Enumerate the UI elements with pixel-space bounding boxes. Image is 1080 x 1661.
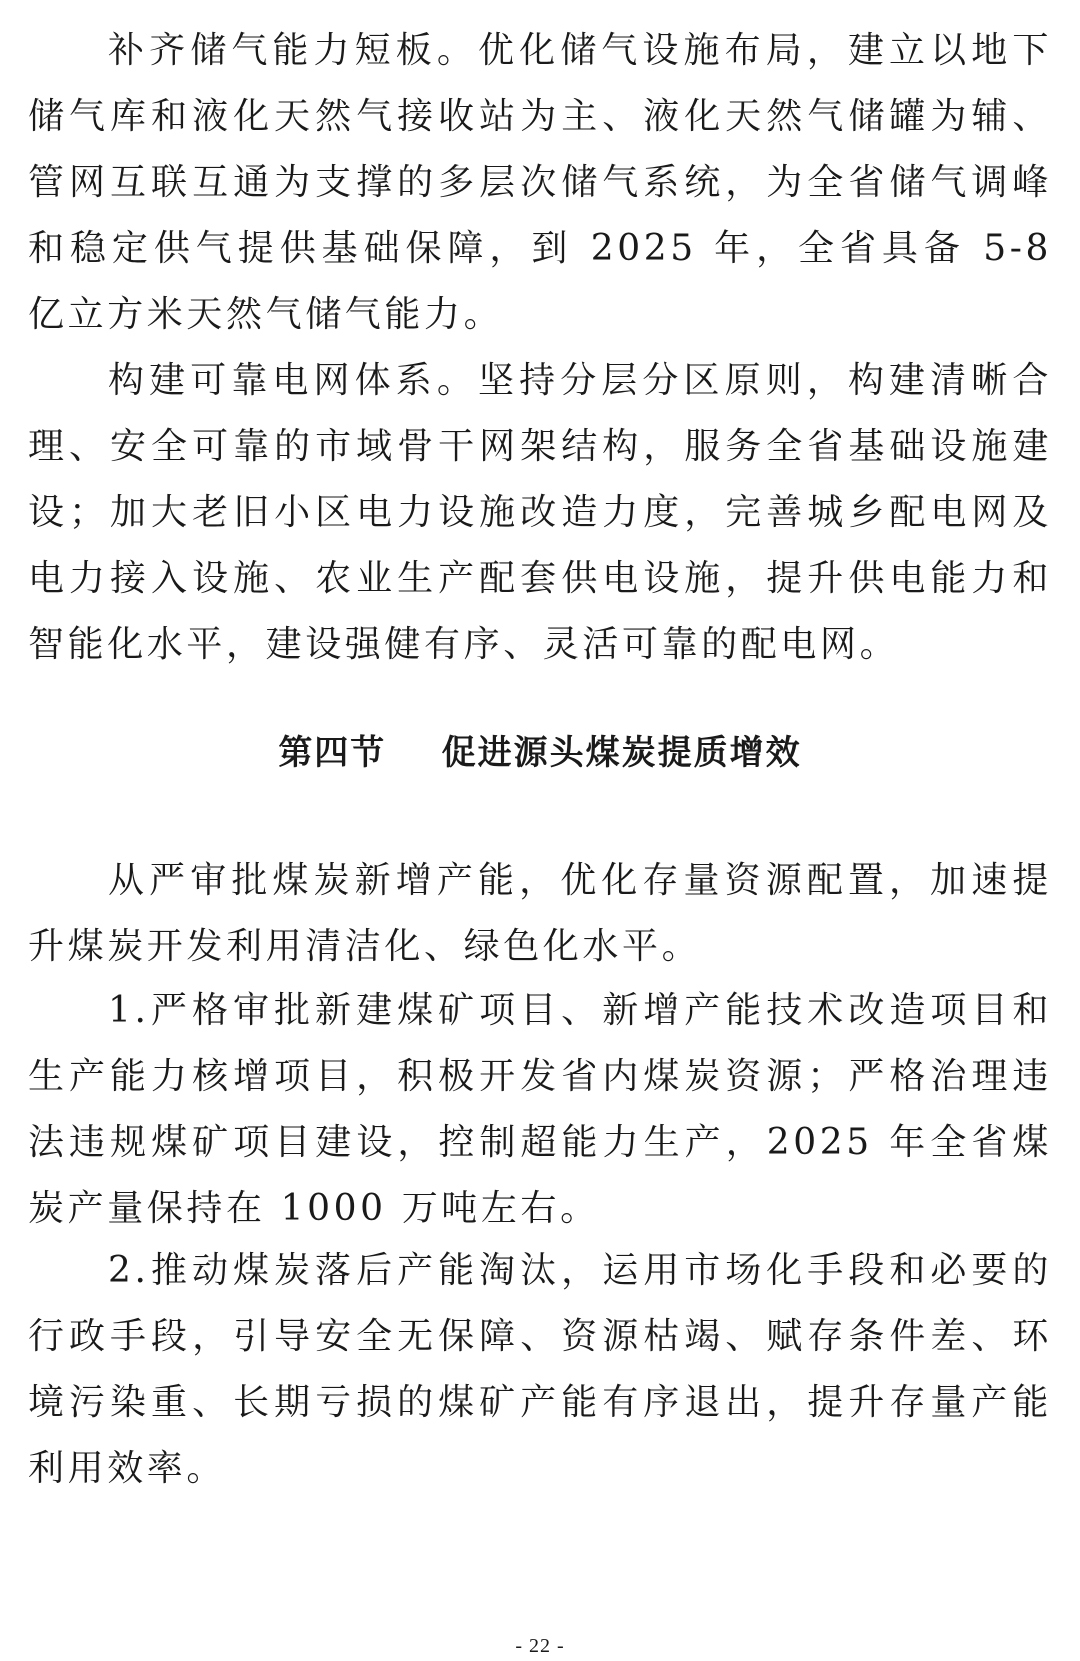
paragraph-gas-storage: 补齐储气能力短板。优化储气设施布局，建立以地下储气库和液化天然气接收站为主、液化天然气储罐为辅、管网互联互通为支撑的多层次储气系统，为全省储气调峰和稳定供气提供基础保障，到 2025 年，全省具备 5-8 亿立方米天然气储气能力。 (28, 30, 1052, 335)
paragraph-coal-item-1: 1.严格审批新建煤矿项目、新增产能技术改造项目和生产能力核增项目，积极开发省内煤炭资源；严格治理违法违规煤矿项目建设，控制超能力生产，2025 年全省煤炭产量保持在 1000 万吨左右。 (28, 990, 1052, 1229)
paragraph-power-grid: 构建可靠电网体系。坚持分层分区原则，构建清晰合理、安全可靠的市域骨干网架结构，服务全省基础设施建设；加大老旧小区电力设施改造力度，完善城乡配电网及电力接入设施、农业生产配套供电设施，提升供电能力和智能化水平，建设强健有序、灵活可靠的配电网。 (28, 360, 1052, 665)
paragraph-coal-intro: 从严审批煤炭新增产能，优化存量资源配置，加速提升煤炭开发利用清洁化、绿色化水平。 (28, 860, 1052, 967)
paragraph-coal-item-2: 2.推动煤炭落后产能淘汰，运用市场化手段和必要的行政手段，引导安全无保障、资源枯竭、赋存条件差、环境污染重、长期亏损的煤矿产能有序退出，提升存量产能利用效率。 (28, 1250, 1052, 1489)
section-heading: 第四节 促进源头煤炭提质增效 (278, 733, 802, 773)
page-number: - 22 - (515, 1635, 565, 1657)
